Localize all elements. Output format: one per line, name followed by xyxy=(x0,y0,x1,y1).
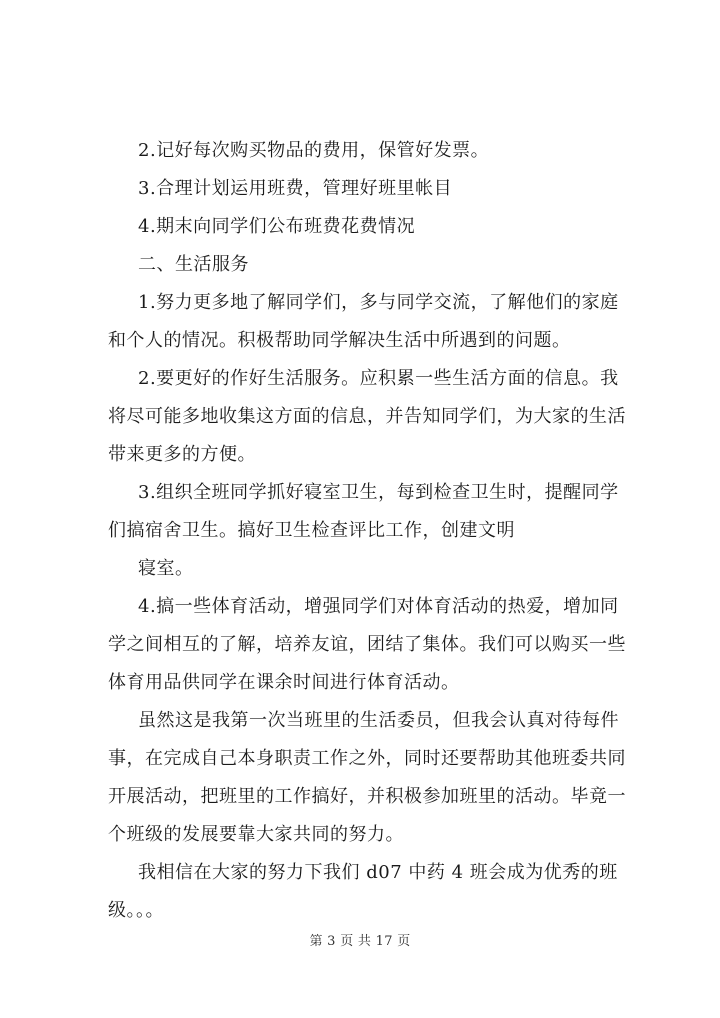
paragraph-line: 3.组织全班同学抓好寝室卫生，每到检查卫生时，提醒同学 xyxy=(138,482,619,503)
paragraph-line: 和个人的情况。积极帮助同学解决生活中所遇到的问题。 xyxy=(108,330,571,351)
paragraph-line: 个班级的发展要靠大家共同的努力。 xyxy=(108,824,404,845)
paragraph-line: 级。。。 xyxy=(108,900,164,921)
paragraph-line: 开展活动，把班里的工作搞好，并积极参加班里的活动。毕竟一 xyxy=(108,786,626,807)
paragraph-line: 将尽可能多地收集这方面的信息，并告知同学们，为大家的生活 xyxy=(108,406,626,427)
paragraph-line: 1.努力更多地了解同学们，多与同学交流，了解他们的家庭 xyxy=(138,292,619,313)
page-number-footer: 第 3 页 共 17 页 xyxy=(309,934,411,949)
paragraph-line: 事，在完成自己本身职责工作之外，同时还要帮助其他班委共同 xyxy=(108,748,626,769)
paragraph-line: 寝室。 xyxy=(138,558,194,579)
paragraph-line: 4.搞一些体育活动，增强同学们对体育活动的热爱，增加同 xyxy=(138,596,619,617)
paragraph-line: 4.期末向同学们公布班费花费情况 xyxy=(138,216,416,237)
document-body xyxy=(108,132,624,930)
paragraph-line: 学之间相互的了解，培养友谊，团结了集体。我们可以购买一些 xyxy=(108,634,626,655)
paragraph-line: 2.记好每次购买物品的费用，保管好发票。 xyxy=(138,140,490,161)
paragraph-line: 3.合理计划运用班费，管理好班里帐目 xyxy=(138,178,453,199)
paragraph-line: 2.要更好的作好生活服务。应积累一些生活方面的信息。我 xyxy=(138,368,619,389)
paragraph-line: 带来更多的方便。 xyxy=(108,444,256,465)
paragraph-line: 我相信在大家的努力下我们 d07 中药 4 班会成为优秀的班 xyxy=(138,862,618,883)
paragraph-line: 体育用品供同学在课余时间进行体育活动。 xyxy=(108,672,460,693)
paragraph-line: 虽然这是我第一次当班里的生活委员，但我会认真对待每件 xyxy=(138,710,619,731)
section-heading: 二、生活服务 xyxy=(138,254,249,275)
paragraph-line: 们搞宿舍卫生。搞好卫生检查评比工作，创建文明 xyxy=(108,520,515,541)
